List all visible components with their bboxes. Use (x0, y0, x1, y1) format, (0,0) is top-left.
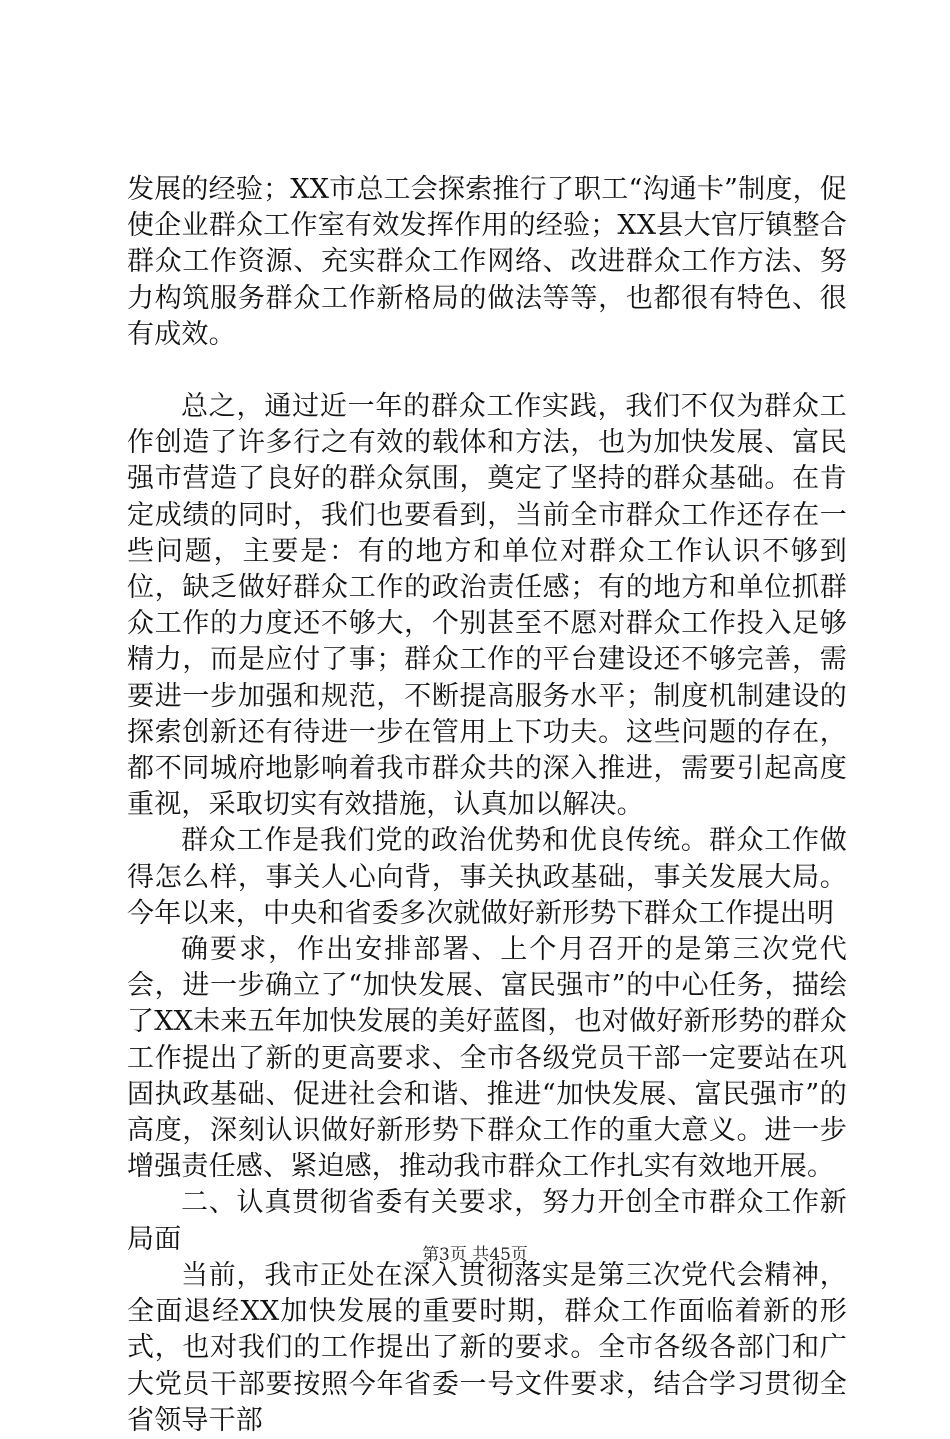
paragraph-requirements: 确要求，作出安排部署、上个月召开的是第三次党代会，进一步确立了“加快发展、富民强市”的中心任务，描绘了XX未来五年加快发展的美好蓝图，也对做好新形势的群众工作提出了新的更高要求、全市各级党员干部一定要站在巩固执政基础、促进社会和谐、推进“加快发展、富民强市”的高度，深刻认识做好新形势下群众工作的重大意义。进一步增强责任感、紧迫感，推动我市群众工作扎实有效地开展。 (127, 934, 847, 1183)
paragraph-summary: 总之，通过近一年的群众工作实践，我们不仅为群众工作创造了许多行之有效的载体和方法，也为加快发展、富民强市营造了良好的群众氛围，奠定了坚持的群众基础。在肯定成绩的同时，我们也要看到，当前全市群众工作还存在一些问题，主要是：有的地方和单位对群众工作认识不够到位，缺乏做好群众工作的政治责任感；有的地方和单位抓群众工作的力度还不够大，个别甚至不愿对群众工作投入足够精力，而是应付了事；群众工作的平台建设还不够完善，需要进一步加强和规范，不断提高服务水平；制度机制建设的探索创新还有待进一步在管用上下功夫。这些问题的存在，都不同城府地影响着我市群众共的深入推进，需要引起高度重视，采取切实有效措施，认真加以解决。 (127, 391, 847, 821)
paragraph-current: 当前，我市正处在深入贯彻落实是第三次党代会精神，全面退经XX加快发展的重要时期，群众工作面临着新的形式，也对我们的工作提出了新的要求。全市各级各部门和广大党员干部要按照今年省委一号文件要求，结合学习贯彻全省领导干部 (127, 1259, 847, 1436)
paragraph-spacer (127, 353, 847, 389)
paragraph-mass-work: 群众工作是我们党的政治优势和优良传统。群众工作做得怎么样，事关人心向背，事关执政基础，事关发展大局。今年以来，中央和省委多次就做好新形势下群众工作提出明 (127, 825, 847, 929)
page-number: 第3页 共45页 (422, 1245, 528, 1265)
paragraph-continuation: 发展的经验；XX市总工会探索推行了职工“沟通卡”制度，促使企业群众工作室有效发挥作用的经验；XX县大官厅镇整合群众工作资源、充实群众工作网络、改进群众工作方法、努力构筑服务群众工作新格局的做法等等，也都很有特色、很有成效。 (127, 174, 847, 350)
page-footer (0, 1244, 950, 1266)
section-heading: 二、认真贯彻省委有关要求，努力开创全市群众工作新局面 (127, 1187, 847, 1255)
